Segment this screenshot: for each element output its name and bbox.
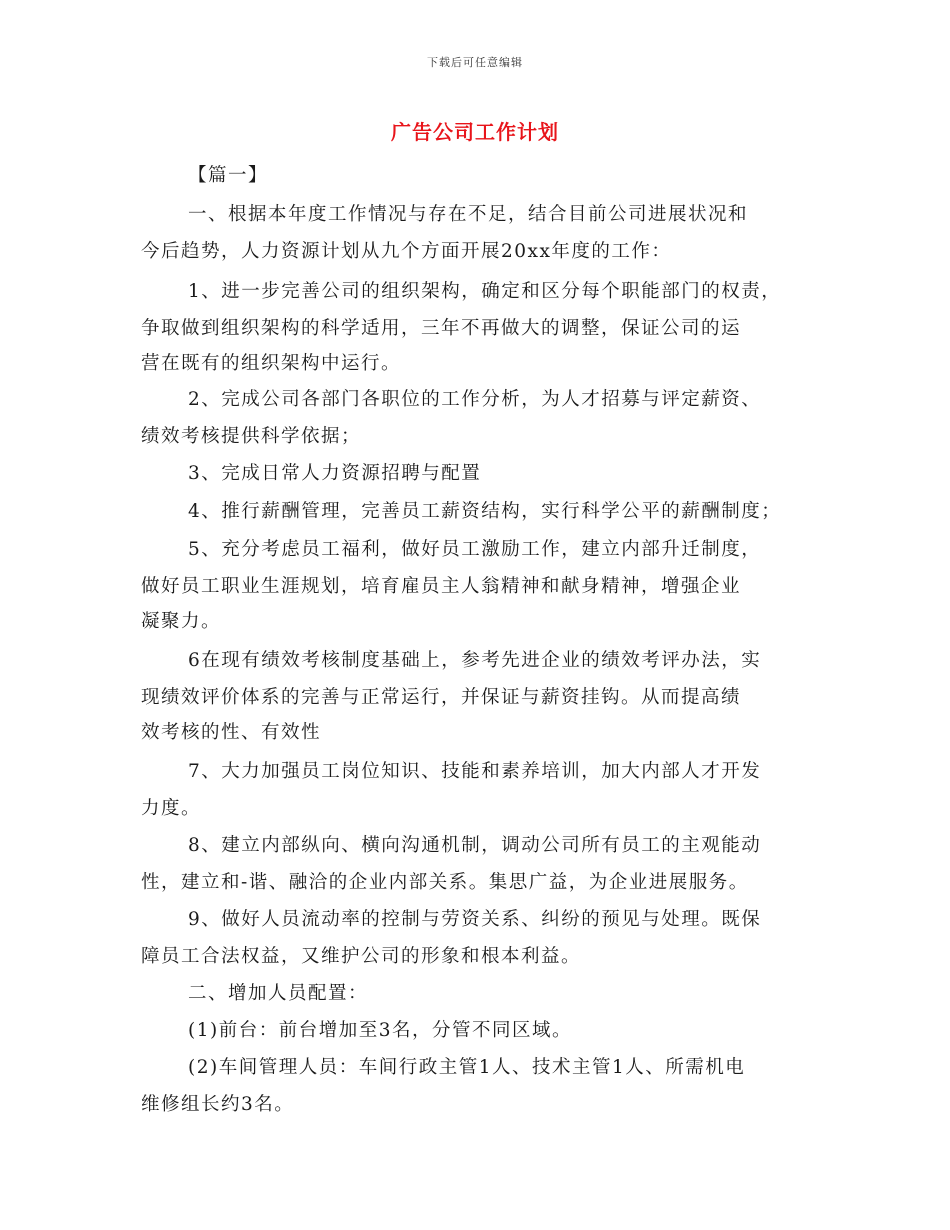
paragraph-line: (2)车间管理人员：车间行政主管1人、技术主管1人、所需机电 — [188, 1057, 746, 1078]
paragraph-line: 2、完成公司各部门各职位的工作分析，为人才招募与评定薪资、 — [188, 389, 762, 410]
page-header: 下载后可任意编辑 — [427, 56, 523, 69]
paragraph-line: 凝聚力。 — [141, 611, 222, 632]
paragraph-line: 现绩效评价体系的完善与正常运行，并保证与薪资挂钩。从而提高绩 — [141, 687, 742, 708]
paragraph-line: 9、做好人员流动率的控制与劳资关系、纠纷的预见与处理。既保 — [188, 909, 762, 930]
paragraph-line: 3、完成日常人力资源招聘与配置 — [188, 463, 482, 484]
paragraph-line: 效考核的性、有效性 — [141, 722, 322, 743]
section-heading: 二、增加人员配置： — [188, 983, 369, 1004]
paragraph-line: 一、根据本年度工作情况与存在不足，结合目前公司进展状况和 — [188, 204, 749, 225]
paragraph-line: 6在现有绩效考核制度基础上，参考先进企业的绩效考评办法，实 — [188, 650, 762, 671]
paragraph-line: 1、进一步完善公司的组织架构，确定和区分每个职能部门的权责， — [188, 281, 782, 302]
paragraph-line: 营在既有的组织架构中运行。 — [141, 353, 402, 374]
document-title: 广告公司工作计划 — [391, 120, 559, 144]
paragraph-line: 争取做到组织架构的科学适用，三年不再做大的调整，保证公司的运 — [141, 318, 742, 339]
paragraph-line: 性，建立和-谐、融洽的企业内部关系。集思广益，为企业进展服务。 — [141, 872, 749, 893]
paragraph-line: 7、大力加强员工岗位知识、技能和素养培训，加大内部人才开发 — [188, 761, 762, 782]
paragraph-line: 8、建立内部纵向、横向沟通机制，调动公司所有员工的主观能动 — [188, 835, 762, 856]
paragraph-line: 维修组长约3名。 — [141, 1094, 295, 1115]
paragraph-line: 力度。 — [141, 798, 202, 819]
paragraph-line: 障员工合法权益，又维护公司的形象和根本利益。 — [141, 946, 582, 967]
paragraph-line: 绩效考核提供科学依据； — [141, 426, 362, 447]
section-heading: 【篇一】 — [188, 165, 269, 186]
paragraph-line: 5、充分考虑员工福利，做好员工激励工作，建立内部升迁制度， — [188, 539, 762, 560]
paragraph-line: 做好员工职业生涯规划，培育雇员主人翁精神和献身精神，增强企业 — [141, 576, 742, 597]
paragraph-line: 今后趋势，人力资源计划从九个方面开展20xx年度的工作： — [141, 241, 672, 262]
paragraph-line: (1)前台：前台增加至3名，分管不同区域。 — [188, 1020, 572, 1041]
paragraph-line: 4、推行薪酬管理，完善员工薪资结构，实行科学公平的薪酬制度； — [188, 501, 782, 522]
